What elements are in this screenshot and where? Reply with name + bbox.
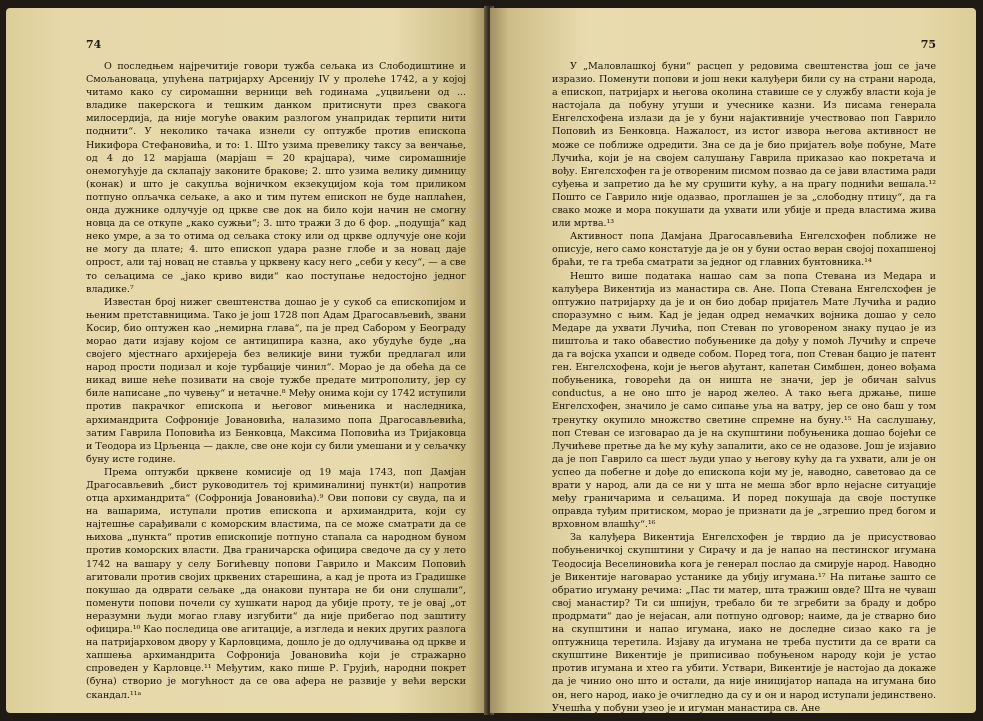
left-page-number: 74	[86, 38, 102, 51]
paragraph: За калуђера Викентија Енгелсхофен је тврдио да је присуствовао побуњеничкој скупштини у Сирачу и да је напао на пестинског игумана Теодосија Веселиновића кога је генерал послао да смирује народ. Наводно је Викентије наговарао устанике да убију игумана.¹⁷ На питање зашто се обратио игуману речима: „Пас ти матер, шта тражиш овде? Шта не чуваш свој манастир? Ти си шпијун, требало би те згребити за браду и добро продрмати“ дао је нејасан, али потпуно одговор; наиме, да је стварно био на скупштини и напао игумана, иако не доследне сизао како га је оптужница теретила. Изјаву да игумана не треба пустити да се врати са скупштине Викентије је приписивао побуњеном народу који је устао против игумана и хтео га убити. Уствари, Викентије је настојао да докаже да је чинио оно што и остали, да није иницијатор напада на игумана био он, него народ, иако је очигледно да су и он и народ иступали јединствено. Учешћа у побуни узео је и игуман манастира св. Ане	[552, 532, 936, 713]
left-page-text	[86, 60, 466, 702]
paragraph: Нешто више података нашао сам за попа Стевана из Медара и калуђера Викентија из манастира св. Ане. Попа Стевана Енгелсхофен је оптужио патријарху да је и он био добар пријатељ Мате Лучића и радио споразумно с њим. Кад је један одред немачких војника дошао у село Медаре да ухвати Лучића, поп Стеван по уговореном знаку пуцао је из пиштоља и тако обавестио побуњенике да дођу у помоћ Лучићу и спрече да га војска ухапси и одведе собом. Поред тога, поп Стеван бацио је патент ген. Енгелсхофена, који је његов ађутант, капетан Симбшен, донео вођама побуњеника, говорећи да он ништа не значи, јер је обичан salvus conductus, а не оно што је народ желео. А тако њега држање, пише Енгелсхофен, значило је само сипање уља на ватру, јер се оно баш у том тренутку окупило множство светине спремне на буну.¹⁵ На саслушању, поп Стеван се изговарао да је на скупштини побуњеника дошао бојећи се Лучићеве претње да ће му кућу запалити, ако се не одазове. Још је изјавио да је поп Гаврило са шест људи упао у његову кућу да га ухвати, али је он успео да побегне и дође до епископа који му је, наводно, саветовао да се врати у народ, али да се ни у шта не меша због врло нејасне ситуације међу граничарима и сељацима. И поред покушаја да своје поступке оправда туђим притиском, морао је признати да је „згрешио пред богом и врховном влашћу“.¹⁶	[552, 270, 936, 531]
right-page	[490, 8, 976, 713]
paragraph: У „Маловлашкој буни“ расцеп у редовима свештенства још се јаче изразио. Поменути попови и још неки калуђери били су на страни народа, а епископ, патријарх и његова околина ставише се у службу власти која је настојала да побуну угуши и учеснике казни. Из писама генерала Енгелсхофена излази да је у буни најактивније учествовао поп Гаврило Поповић из Бенковца. Нажалост, из истог извора његова активност не може се поближе одредити. Зна се да је био пријатељ вође побуне, Мате Лучића, који је на својем салушању Гаврила приказао као покретача и вођу. Енгелсхофен га је отвореним писмом позвао да се јави властима ради суђења и запретио да ће му срушити кућу, а на прагу поднићи вешала.¹² Пошто се Гаврило није одазвао, проглашен је за „слободну птицу“, да га свако може и мора покушати да ухвати или убије и преда властима жива или мртва.¹³	[552, 61, 936, 230]
right-page-text	[552, 60, 936, 713]
left-page	[6, 8, 488, 713]
right-page-number: 75	[920, 38, 936, 51]
paragraph: О последњем најречитије говори тужба сељака из Слободиштине и Смољановаца, упућена патријарху Арсенију IV у пролеће 1742, а у којој читамо како су сиромашни верници већ годинама „уцвиљени од ... владике пакерскога и тешким данком притиснути през свакога милосердија, да није могуће оваким разлогом унапридак терпити нити поднити“. У неколико тачака изнели су оптужбе против епископа Никифора Стефановића, и то: 1. Што узима превелику таксу за венчање, од 4 до 12 марјаша (марјаш = 20 крајцара), чиме сиромашније онемогућује да склапају законите бракове; 2. што узима велику димницу (конак) и што је сакупља војничком екзекуцијом која том приликом потпуно опљачка сељаке, а ако и тим путем епископ не буде наплаћен, онда дужнике одлучује од цркве све док на било који начин не смогну новца да се откупе „како сужњи“; 3. што тражи 3 до 6 фор. „подушја“ кад неко умре, а за то отима од сељака стоку или од цркве одлучује оне који не могу да плате; 4. што епископ удара разне глобе и за новац даје опрост, али тај новац не ставља у црквену касу него „себи у кесу“, — а све то сељацима се „јако криво види“ као поступање недостојно једног владике.⁷	[86, 61, 466, 295]
paragraph: Известан број нижег свештенства дошао је у сукоб са епископијом и њеним претставницима. Тако је још 1728 поп Адам Драгосављевић, звани Косир, био оптужен као „немирна глава“, па је пред Сабором у Београду морао дати изјаву којом се антиципира казна, ако убудуће буде „на својего мјестнаго архијереја без великије вини тужби предлагал или народ прости подизал и које турбације чинил“. Морао је да обећа да се никад више неће позивати на своје тужбе предате митрополиту, јер су биле написане „по чувењу“ и нетачне.⁸ Међу онима који су 1742 иступили против пакрачког епископа и његовог мињеника и наследника, архимандрита Софроније Јовановића, налазимо попа Драгосављевића, затим Гаврила Поповића из Бенковца, Максима Поповића из Тријаковца и Теодора из Црљенца — дакле, све оне који су били умешани и у сељачку буну исте године.	[86, 296, 466, 465]
paragraph: Активност попа Дамјана Драгосављевића Енгелсхофен поближе не описује, него само констатује да је он у буни остао веран својој похапшеној браћи, те га треба сматрати за једног од главних бунтовника.¹⁴	[552, 231, 936, 269]
paragraph: Према оптужби црквене комисије од 19 маја 1743, поп Дамјан Драгосављевић „бист руководитељ тој криминалиниј пункт(и) напротив отца архимандрита“ (Софронија Јовановића).⁹ Ови попови су свуда, па и на вашарима, иступали против епископа и архимандрита, који су најтешње сарађивали с коморским властима, па се може сматрати да се њихова „пункта“ против епископије потпуно стапала са народном буном против коморских власти. Два граничарска официра сведоче да су у лето 1742 на вашару у селу Богићевцу попови Гаврило и Максим Поповић агитовали против својих црквених старешина, а кад је прота из Градишке покушао да одврати сељаке „да онакови пунтара не би они слушали“, поменути попови почели су хушкати народ да убије проту, те је овај „от неразумни људи могао главу изгубити“ да није прибегао под заштиту официра.¹⁰ Као последица ове агитације, а изгледа и неких других разлога на патријарховом двору у Карловцима, дошло је до одлучивања од цркве и хапшења архимандрита Софронија Јовановића који је стражарно спроведен у Карловце.¹¹ Међутим, како пише Р. Грујић, народни покрет (буна) створио је могућност да се ова афера не развије у већи верски скандал.¹¹ᵃ	[86, 466, 466, 701]
